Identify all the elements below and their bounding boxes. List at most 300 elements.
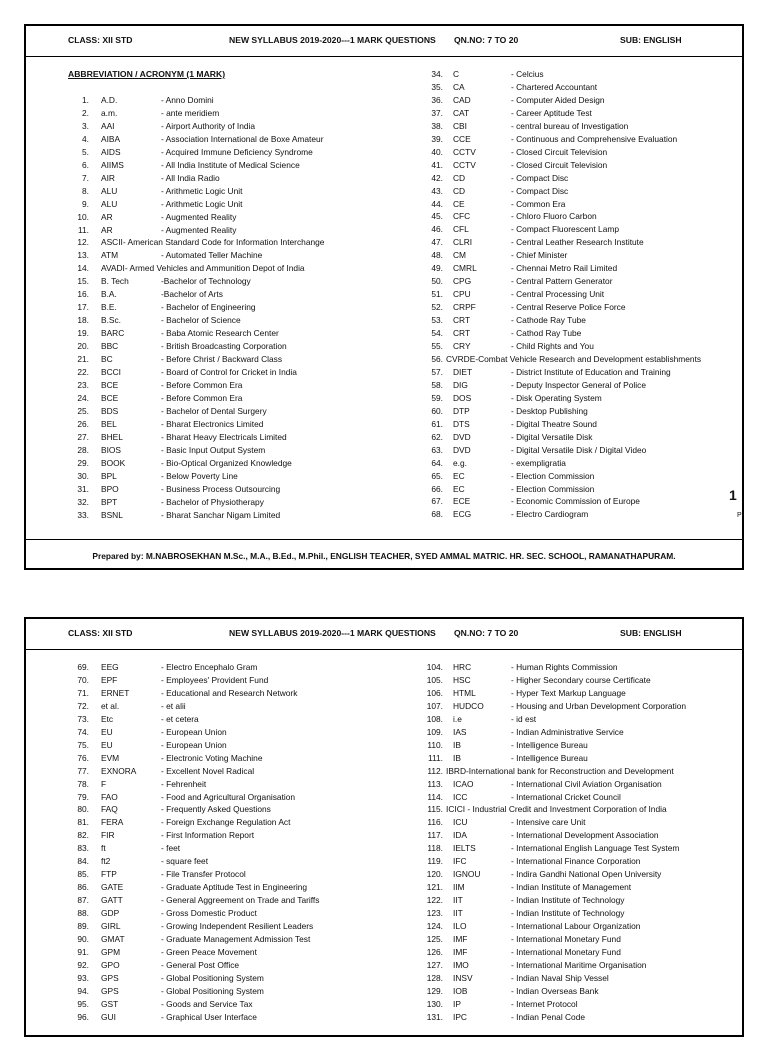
item-number: 70. [77,674,89,685]
item-number: 78. [77,778,89,789]
item-expansion: - Basic Input Output System [161,444,266,455]
item-number: 50. [431,276,443,287]
list-item [69,972,399,985]
list-item [421,133,743,146]
list-item [421,483,743,496]
item-expansion: - Internet Protocol [511,998,578,1009]
item-abbreviation: EC [453,470,465,481]
subject-label: SUB: ENGLISH [620,628,682,638]
item-number: 20. [77,341,89,352]
item-expansion: - central bureau of Investigation [511,120,629,131]
item-expansion: - Central Processing Unit [511,289,605,300]
section-title: ABBREVIATION / ACRONYM (1 MARK) [68,69,226,79]
list-item [421,495,743,508]
item-number: 40. [431,146,443,157]
item-abbreviation: BCE [101,379,119,390]
item-expansion: - All India Institute of Medical Science [161,159,300,170]
item-expansion: - Intelligence Bureau [511,739,588,750]
list-item [421,752,743,765]
item-abbreviation: a.m. [101,107,118,118]
item-abbreviation: BHEL [101,431,123,442]
item-abbreviation: BIOS [101,444,122,455]
list-item [69,211,399,224]
syllabus-title: NEW SYLLABUS 2019-2020---1 MARK QUESTIONS [229,628,436,638]
item-number: 18. [77,315,89,326]
list-item [69,726,399,739]
item-abbreviation: e.g. [453,457,467,468]
list-item [69,301,399,314]
item-abbreviation: GST [101,998,119,1009]
item-number: 51. [431,289,443,300]
item-abbreviation: CA [453,81,465,92]
item-number: 128. [426,972,443,983]
item-expansion: - Excellent Novel Radical [161,765,255,776]
item-abbreviation: CMRL [453,263,477,274]
item-abbreviation: GMAT [101,934,125,945]
item-number: 14. [77,263,89,274]
list-item [421,661,743,674]
item-abbreviation: IGNOU [453,869,481,880]
item-abbreviation: GPO [101,959,120,970]
list-item [69,674,399,687]
item-abbreviation: IPC [453,1011,467,1022]
item-abbreviation: DIET [453,366,473,377]
item-abbreviation: A.D. [101,95,118,105]
item-expansion: - Below Poverty Line [161,470,238,481]
item-abbreviation: CRT [453,315,471,326]
item-abbreviation: FAO [101,791,118,802]
item-expansion: - District Institute of Education and Training [511,366,671,377]
item-abbreviation: EU [101,726,113,737]
item-abbreviation: FTP [101,869,117,880]
item-expansion: - Growing Independent Resilient Leaders [161,921,314,932]
item-expansion: - European Union [161,739,227,750]
item-abbreviation: AAI [101,120,115,131]
item-abbreviation: GPS [101,985,119,996]
list-item [421,249,743,262]
item-full-text: ICICI - Industrial Credit and Investment Corporation of India [446,804,667,815]
item-number: 53. [431,315,443,326]
item-expansion: -Bachelor of Technology [161,276,251,287]
item-abbreviation: GPM [101,946,121,957]
list-item [421,816,743,829]
item-number: 73. [77,713,89,724]
item-expansion: - Child Rights and You [511,341,594,352]
item-abbreviation: BOOK [101,457,126,468]
item-abbreviation: ALU [101,198,118,209]
list-item [69,236,399,249]
item-abbreviation: FAQ [101,804,118,815]
item-expansion: - et alii [161,700,186,711]
item-number: 84. [77,856,89,867]
list-item [421,223,743,236]
item-abbreviation: IB [453,739,461,750]
item-number: 63. [431,444,443,455]
list-item [421,791,743,804]
item-number: 118. [427,843,443,854]
item-abbreviation: CBI [453,120,467,131]
item-expansion: - Indian Penal Code [511,1011,586,1022]
item-abbreviation: EPF [101,674,118,685]
prepared-by-footer: Prepared by: M.NABROSEKHAN M.Sc., M.A., B.Ed., M.Phil., ENGLISH TEACHER, SYED AMMAL MATRIC. HR. SEC. SCHOOL, RAMANATHAPURAM. [26,539,742,571]
item-expansion: - Indian Institute of Management [511,882,632,893]
item-abbreviation: CRY [453,341,471,352]
item-expansion: - Educational and Research Network [161,687,298,698]
list-item [69,907,399,920]
item-abbreviation: BPO [101,483,119,494]
abbreviation-list-right [421,661,743,1024]
list-item [69,262,399,275]
list-item [69,444,399,457]
item-number: 45. [431,211,443,222]
item-expansion: - Desktop Publishing [511,405,588,416]
item-expansion: - Compact Disc [511,172,569,183]
item-expansion: - Acquired Immune Deficiency Syndrome [161,146,313,157]
item-expansion: - Cathod Ray Tube [511,328,582,339]
item-abbreviation: HTML [453,687,476,698]
item-number: 11. [77,224,89,235]
item-expansion: - International Monetary Fund [511,946,621,957]
list-item [421,713,743,726]
item-number: 15. [77,276,89,287]
item-number: 59. [431,392,443,403]
item-expansion: - Bachelor of Engineering [161,302,256,313]
item-number: 35. [431,81,443,92]
item-number: 129. [426,985,443,996]
item-abbreviation: ICC [453,791,468,802]
list-item [69,470,399,483]
list-item [421,392,743,405]
list-item [421,457,743,470]
item-number: 82. [77,830,89,841]
item-number: 90. [77,934,89,945]
item-abbreviation: IMF [453,934,468,945]
item-expansion: - Gross Domestic Product [161,908,257,919]
item-abbreviation: AIIMS [101,159,124,170]
item-number: 27. [77,431,89,442]
item-number: 113. [427,778,443,789]
list-item [421,907,743,920]
list-item [69,275,399,288]
item-abbreviation: ECG [453,509,472,520]
item-expansion: - feet [161,843,181,854]
item-number: 127. [426,959,443,970]
question-number: QN.NO: 7 TO 20 [454,35,519,45]
item-expansion: - Graphical User Interface [161,1011,257,1022]
item-number: 10. [77,211,89,222]
list-item [69,998,399,1011]
document-page-2 [24,617,744,1037]
item-number: 76. [77,752,89,763]
item-expansion: - Before Christ / Backward Class [161,354,283,365]
list-item [69,791,399,804]
item-number: 39. [431,133,443,144]
item-expansion: - International Maritime Organisation [511,959,647,970]
item-abbreviation: HUDCO [453,700,484,711]
item-abbreviation: C [453,69,460,79]
item-abbreviation: IP [453,998,461,1009]
list-item [69,353,399,366]
item-number: 79. [77,791,89,802]
item-number: 96. [77,1011,89,1022]
list-item [69,816,399,829]
item-number: 131. [426,1011,443,1022]
item-abbreviation: IMO [453,959,469,970]
item-number: 31. [77,483,89,494]
list-item [421,726,743,739]
item-expansion: - Human Rights Commission [511,662,618,672]
list-item [421,1011,743,1024]
item-expansion: - Airport Authority of India [161,120,256,131]
item-abbreviation: IOB [453,985,468,996]
item-abbreviation: CPG [453,276,472,287]
item-abbreviation: HRC [453,662,472,672]
item-abbreviation: CCTV [453,159,476,170]
item-expansion: - Frequently Asked Questions [161,804,271,815]
item-abbreviation: CRT [453,328,471,339]
item-number: 49. [431,263,443,274]
item-expansion: - Economic Commission of Europe [511,496,640,507]
item-abbreviation: IFC [453,856,467,867]
item-expansion: - Anno Domini [161,95,214,105]
list-item [421,470,743,483]
item-number: 80. [77,804,89,815]
item-number: 61. [431,418,443,429]
list-item [421,172,743,185]
list-item [69,842,399,855]
item-abbreviation: ICU [453,817,468,828]
list-item [421,288,743,301]
item-number: 55. [431,341,443,352]
item-number: 1. [82,95,89,105]
list-item [421,444,743,457]
list-item [421,803,743,816]
item-number: 121. [426,882,443,893]
list-item [69,933,399,946]
item-number: 47. [431,237,443,248]
item-abbreviation: BSNL [101,509,123,520]
item-expansion: - Automated Teller Machine [161,250,263,261]
item-expansion: - Indian Naval Ship Vessel [511,972,609,983]
subject-label: SUB: ENGLISH [620,35,682,45]
item-abbreviation: BCCI [101,367,122,378]
item-expansion: - Intelligence Bureau [511,752,588,763]
item-expansion: - exempligratia [511,457,566,468]
item-number: 94. [77,985,89,996]
list-item [421,431,743,444]
item-expansion: - Before Common Era [161,392,243,403]
page-header [26,26,742,57]
item-expansion: - Intensive care Unit [511,817,586,828]
item-abbreviation: CD [453,172,466,183]
item-abbreviation: BPT [101,496,118,507]
item-abbreviation: ECE [453,496,471,507]
list-item [421,366,743,379]
item-expansion: - Before Common Era [161,379,243,390]
item-expansion: - ante meridiem [161,107,220,118]
list-item [421,829,743,842]
item-expansion: - Board of Control for Cricket in India [161,367,297,378]
list-item [69,868,399,881]
item-number: 110. [427,739,443,750]
item-expansion: - Housing and Urban Development Corporation [511,700,687,711]
list-item [69,894,399,907]
item-number: 38. [431,120,443,131]
list-item [69,483,399,496]
item-expansion: - European Union [161,726,227,737]
item-number: 112. [427,765,443,776]
list-item [69,661,399,674]
list-item [69,778,399,791]
item-number: 32. [77,496,89,507]
list-item [69,94,399,107]
list-item [69,713,399,726]
item-expansion: - Closed Circuit Television [511,159,608,170]
list-item [69,120,399,133]
item-abbreviation: B. Tech [101,276,129,287]
item-number: 124. [426,921,443,932]
item-number: 8. [82,185,89,196]
item-number: 21. [77,354,89,365]
list-item [69,405,399,418]
item-abbreviation: AR [101,211,113,222]
item-abbreviation: IIT [453,908,463,919]
item-expansion: - Bharat Sanchar Nigam Limited [161,509,281,520]
item-abbreviation: DIG [453,379,468,390]
item-expansion: - International Labour Organization [511,921,641,932]
abbreviation-list-right [421,68,743,521]
item-abbreviation: CCTV [453,146,476,157]
item-abbreviation: GATT [101,895,123,906]
item-expansion: - Augmented Reality [161,224,237,235]
list-item [421,674,743,687]
list-item [421,314,743,327]
item-abbreviation: EU [101,739,113,750]
item-expansion: - International Development Association [511,830,659,841]
item-number: 3. [82,120,89,131]
item-number: 85. [77,869,89,880]
list-item [421,107,743,120]
item-expansion: - Goods and Service Tax [161,998,253,1009]
item-expansion: - Common Era [511,198,566,209]
item-expansion: - Election Commission [511,470,595,481]
item-abbreviation: ft [101,843,106,854]
item-number: 43. [431,185,443,196]
item-abbreviation: ICAO [453,778,474,789]
list-item [421,418,743,431]
item-number: 123. [426,908,443,919]
list-item [69,146,399,159]
item-number: 104. [426,662,443,672]
list-item [421,959,743,972]
item-number: 48. [431,250,443,261]
item-number: 119. [427,856,443,867]
item-expansion: - Indian Administrative Service [511,726,624,737]
item-abbreviation: CD [453,185,466,196]
item-number: 58. [431,379,443,390]
item-expansion: - All India Radio [161,172,220,183]
item-abbreviation: FERA [101,817,124,828]
item-number: 29. [77,457,89,468]
list-item [421,94,743,107]
item-abbreviation: BEL [101,418,117,429]
item-expansion: - Graduate Aptitude Test in Engineering [161,882,308,893]
item-abbreviation: CRPF [453,302,476,313]
item-number: 115. [427,804,443,815]
item-number: 44. [431,198,443,209]
item-number: 66. [431,483,443,494]
list-item [69,803,399,816]
list-item [69,379,399,392]
item-expansion: - Hyper Text Markup Language [511,687,626,698]
item-abbreviation: ft2 [101,856,111,867]
item-expansion: - Bachelor of Dental Surgery [161,405,267,416]
item-number: 25. [77,405,89,416]
item-expansion: - File Transfer Protocol [161,869,246,880]
list-item [421,210,743,223]
list-item [69,959,399,972]
item-expansion: - Electronic Voting Machine [161,752,263,763]
item-abbreviation: DTS [453,418,470,429]
item-number: 91. [77,946,89,957]
list-item [421,972,743,985]
item-expansion: - International Finance Corporation [511,856,641,867]
item-abbreviation: ERNET [101,687,130,698]
item-abbreviation: CE [453,198,465,209]
item-expansion: - Compact Disc [511,185,569,196]
item-number: 106. [426,687,443,698]
item-number: 120. [426,869,443,880]
item-abbreviation: F [101,778,107,789]
item-number: 74. [77,726,89,737]
item-number: 42. [431,172,443,183]
list-item [421,146,743,159]
item-abbreviation: DOS [453,392,472,403]
item-number: 126. [426,946,443,957]
item-abbreviation: GPS [101,972,119,983]
item-abbreviation: EC [453,483,465,494]
item-expansion: - square feet [161,856,209,867]
item-expansion: - Indira Gandhi National Open University [511,869,662,880]
item-abbreviation: et al. [101,700,120,711]
list-item [421,159,743,172]
item-abbreviation: CFL [453,224,469,235]
item-number: 54. [431,328,443,339]
list-item [421,700,743,713]
item-number: 77. [77,765,89,776]
document-page-1 [24,24,744,570]
item-number: 69. [77,662,89,672]
item-abbreviation: FIR [101,830,115,841]
list-item [69,687,399,700]
item-number: 125. [426,934,443,945]
item-abbreviation: Etc [101,713,114,724]
list-item [69,765,399,778]
item-abbreviation: EVM [101,752,120,763]
item-number: 34. [431,69,443,79]
item-abbreviation: AIR [101,172,115,183]
item-number: 36. [431,94,443,105]
item-abbreviation: ILO [453,921,467,932]
item-abbreviation: CAT [453,107,470,118]
item-expansion: - General Post Office [161,959,240,970]
list-item [69,881,399,894]
item-expansion: - Global Positioning System [161,972,264,983]
item-expansion: - Digital Versatile Disk [511,431,593,442]
item-abbreviation: AIBA [101,133,121,144]
item-number: 24. [77,392,89,403]
item-expansion: - Bachelor of Science [161,315,241,326]
